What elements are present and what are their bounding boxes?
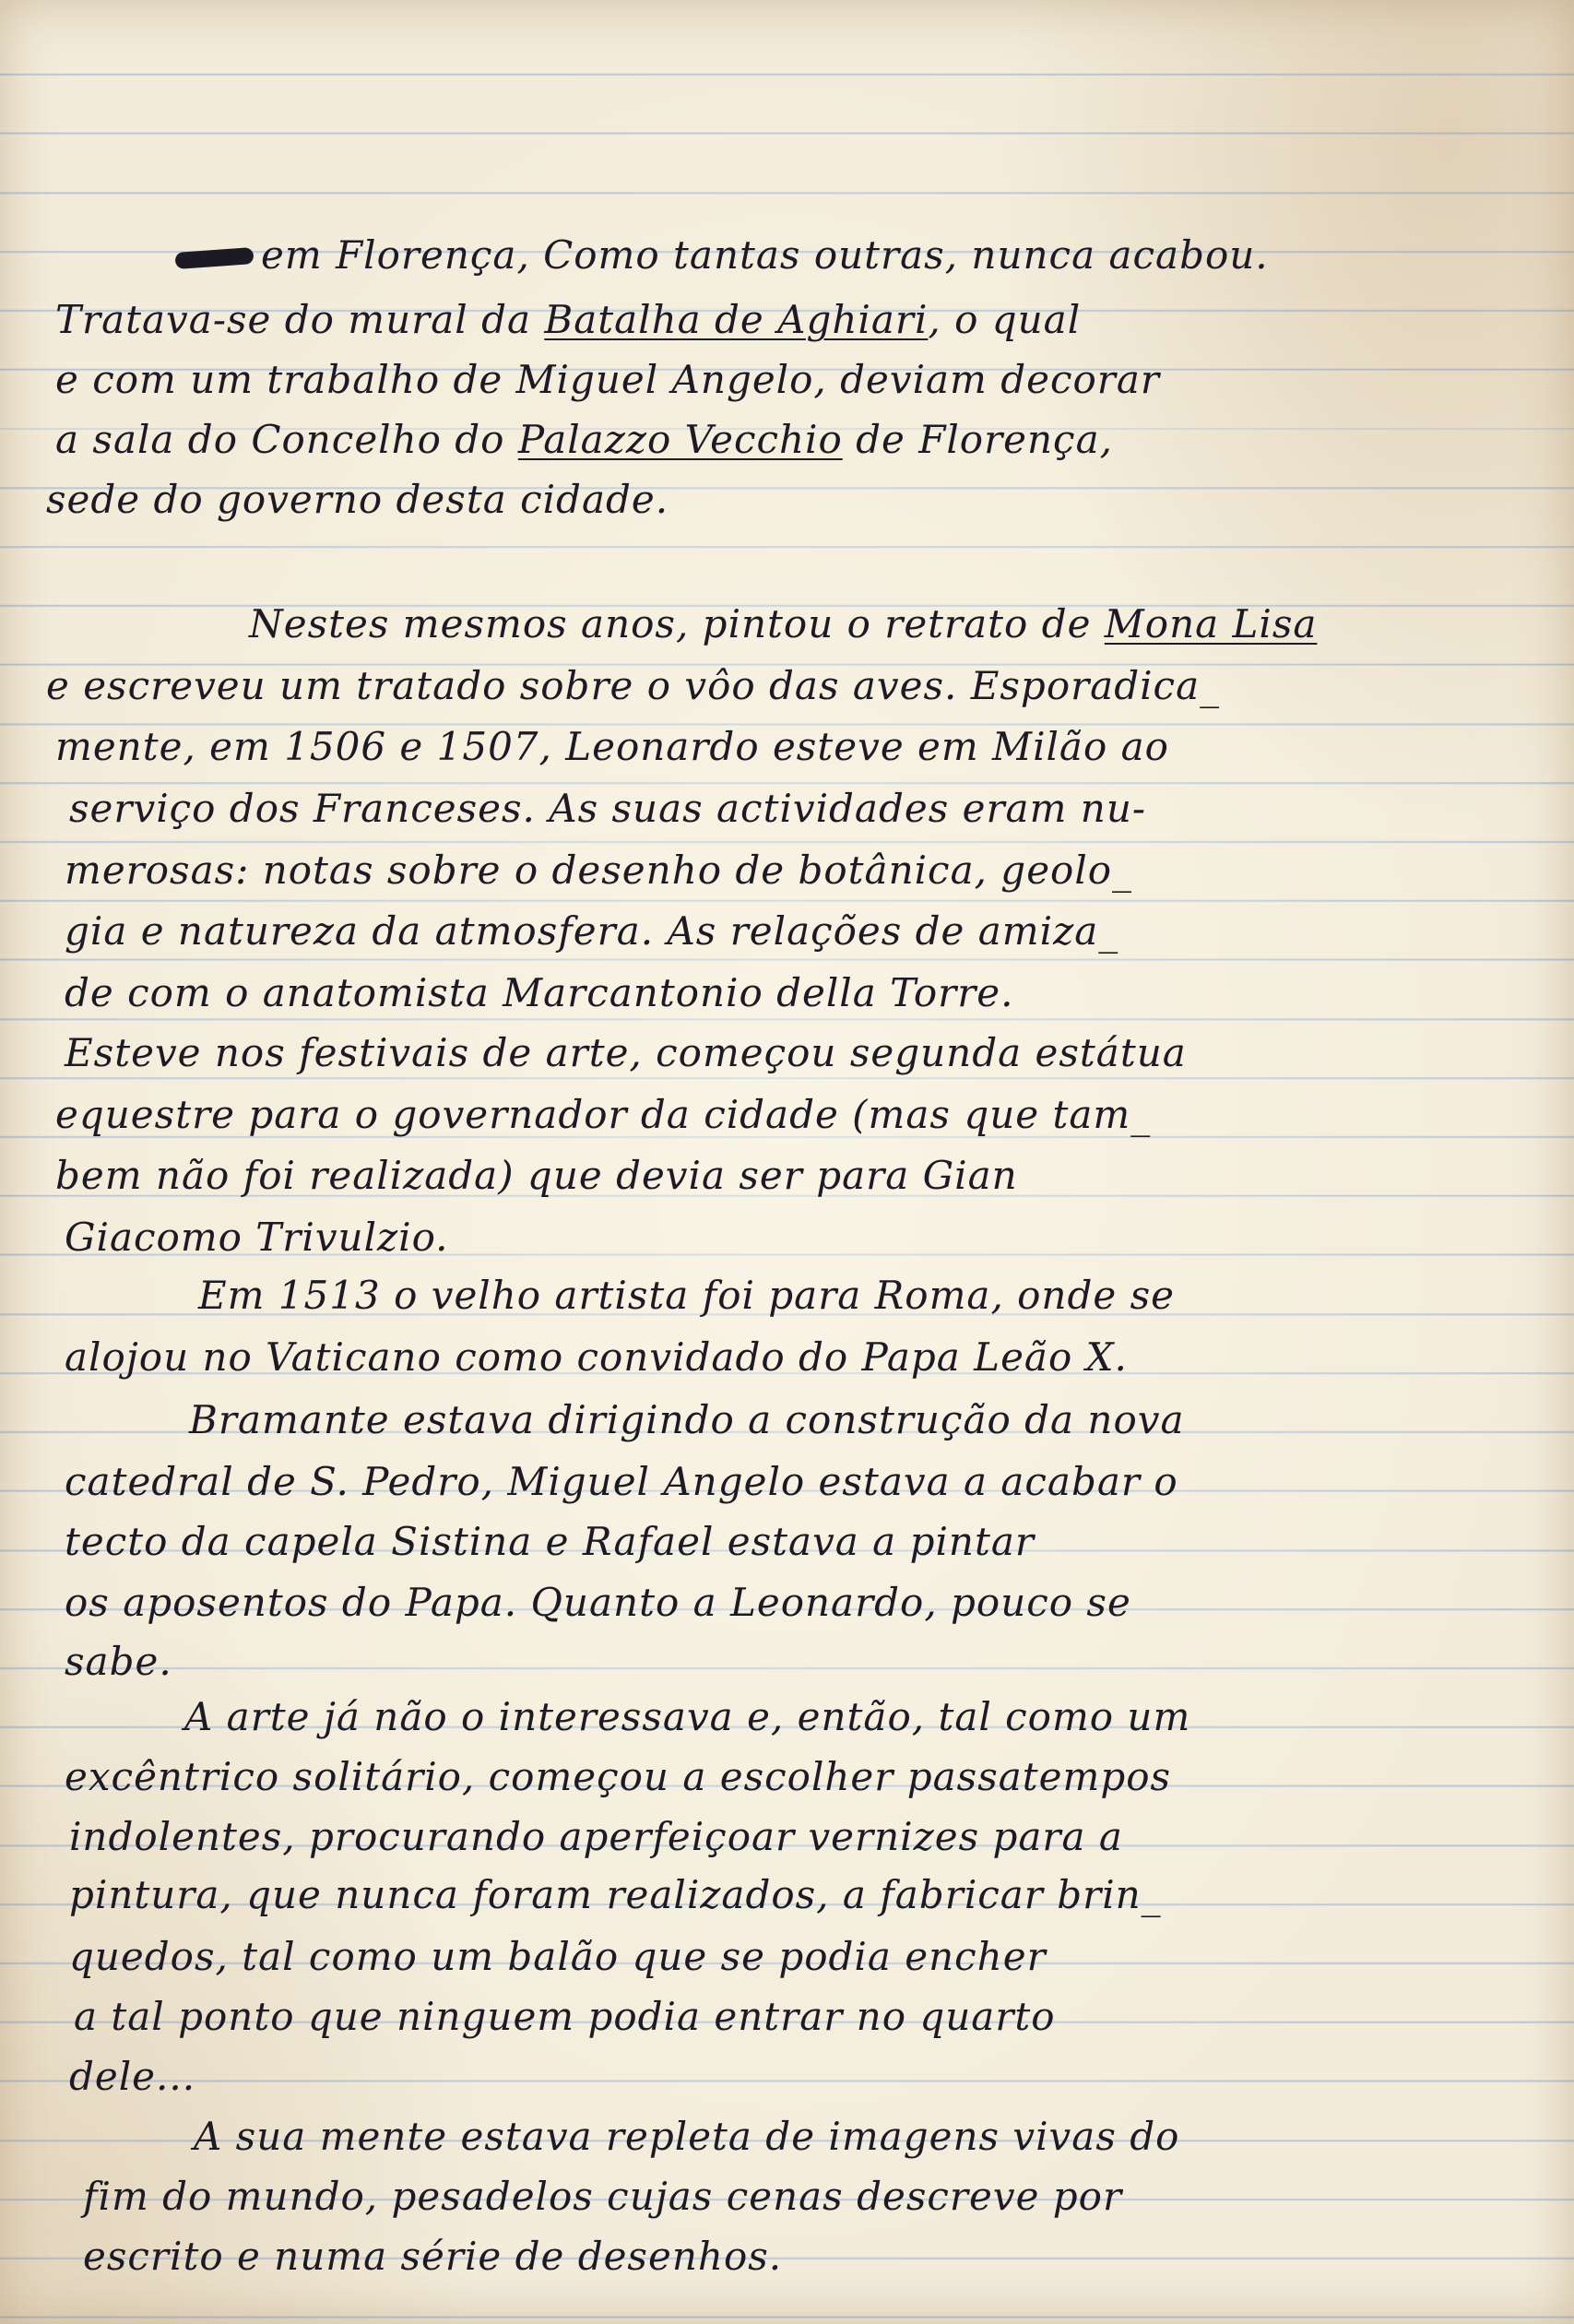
handwritten-line [55, 350, 1531, 409]
line-text: mente, em 1506 e 1507, Leonardo esteve em Milão ao [55, 724, 1169, 769]
handwritten-line [65, 1024, 1540, 1083]
handwritten-line [65, 1208, 1540, 1267]
line-text: dele... [69, 2054, 196, 2099]
handwritten-line [65, 1632, 1540, 1691]
underlined-text: Mona Lisa [1104, 601, 1318, 646]
handwritten-line [55, 410, 1531, 469]
line-text: e com um trabalho de Miguel Angelo, deviam decorar [55, 357, 1160, 402]
line-text: excêntrico solitário, começou a escolher passatempos [65, 1754, 1172, 1799]
handwritten-line [65, 1573, 1540, 1632]
crossed-out-word-mark [174, 247, 254, 269]
handwritten-line [198, 1266, 1574, 1325]
handwritten-line [83, 2167, 1558, 2226]
handwritten-line [65, 1748, 1540, 1807]
line-text: de Florença, [842, 417, 1113, 462]
line-text: Giacomo Trivulzio. [65, 1215, 449, 1260]
handwritten-line [69, 2047, 1544, 2106]
handwritten-line [74, 1987, 1549, 2046]
line-text: bem não foi realizada) que devia ser para Gian [55, 1153, 1018, 1198]
line-text: os aposentos do Papa. Quanto a Leonardo, pouco se [65, 1580, 1131, 1625]
line-text: Bramante estava dirigindo a construção da nova [189, 1397, 1185, 1442]
handwritten-line [55, 1146, 1531, 1205]
line-text: Esteve nos festivais de arte, começou segunda estátua [65, 1030, 1187, 1075]
handwritten-line [46, 657, 1521, 716]
line-text: e escreveu um tratado sobre o vôo das aves. Esporadica_ [46, 663, 1221, 708]
line-text: fim do mundo, pesadelos cujas cenas descreve por [83, 2174, 1123, 2219]
handwritten-line [69, 1927, 1544, 1986]
handwritten-line [65, 964, 1540, 1023]
line-text: A arte já não o interessava e, então, tal como um [184, 1694, 1191, 1739]
handwritten-line [55, 290, 1531, 350]
line-text: tecto da capela Sistina e Rafael estava a pintar [65, 1519, 1035, 1564]
handwritten-line [69, 779, 1544, 838]
line-text: escrito e numa série de desenhos. [83, 2234, 783, 2279]
line-text: sede do governo desta cidade. [46, 477, 669, 522]
handwritten-line [184, 1688, 1574, 1747]
handwritten-line [249, 595, 1574, 654]
handwritten-line [83, 2227, 1558, 2286]
line-text: Nestes mesmos anos, pintou o retrato de [249, 601, 1105, 646]
line-text: catedral de S. Pedro, Miguel Angelo estava a acabar o [65, 1459, 1178, 1504]
handwritten-line [175, 226, 1574, 285]
line-text: merosas: notas sobre o desenho de botânica, geolo_ [65, 848, 1133, 893]
handwritten-line [46, 470, 1521, 529]
handwritten-line [194, 2107, 1574, 2166]
line-text: alojou no Vaticano como convidado do Papa Leão X. [65, 1334, 1128, 1380]
handwritten-line [55, 717, 1531, 777]
handwritten-line [55, 1085, 1531, 1144]
underlined-text: Batalha de Aghiari [544, 297, 929, 342]
handwritten-line [69, 1866, 1544, 1925]
line-text: em Florença, Como tantas outras, nunca acabou. [261, 232, 1269, 278]
handwritten-line [65, 1512, 1540, 1571]
line-text: a sala do Concelho do [55, 417, 518, 462]
handwritten-line [65, 902, 1540, 961]
line-text: pintura, que nunca foram realizados, a fabricar brin_ [69, 1872, 1162, 1917]
line-text: serviço dos Franceses. As suas actividades eram nu- [69, 786, 1147, 831]
handwritten-line [189, 1391, 1574, 1450]
line-text: equestre para o governador da cidade (mas que tam_ [55, 1092, 1152, 1137]
handwritten-line [65, 1452, 1540, 1512]
line-text: A sua mente estava repleta de imagens vivas do [194, 2114, 1180, 2159]
line-text: gia e natureza da atmosfera. As relações de amiza_ [65, 908, 1119, 954]
line-text: indolentes, procurando aperfeiçoar vernizes para a [69, 1814, 1123, 1859]
line-text: sabe. [65, 1639, 172, 1684]
line-text: de com o anatomista Marcantonio della Torre. [65, 970, 1014, 1015]
line-text: , o qual [928, 297, 1082, 342]
handwritten-line [69, 1808, 1544, 1867]
handwritten-line [65, 1328, 1540, 1387]
underlined-text: Palazzo Vecchio [517, 417, 843, 462]
line-text: Em 1513 o velho artista foi para Roma, onde se [198, 1273, 1175, 1318]
handwritten-line [65, 841, 1540, 900]
line-text: Tratava-se do mural da [55, 297, 545, 342]
line-text: quedos, tal como um balão que se podia encher [69, 1934, 1047, 1979]
line-text: a tal ponto que ninguem podia entrar no quarto [74, 1994, 1056, 2039]
